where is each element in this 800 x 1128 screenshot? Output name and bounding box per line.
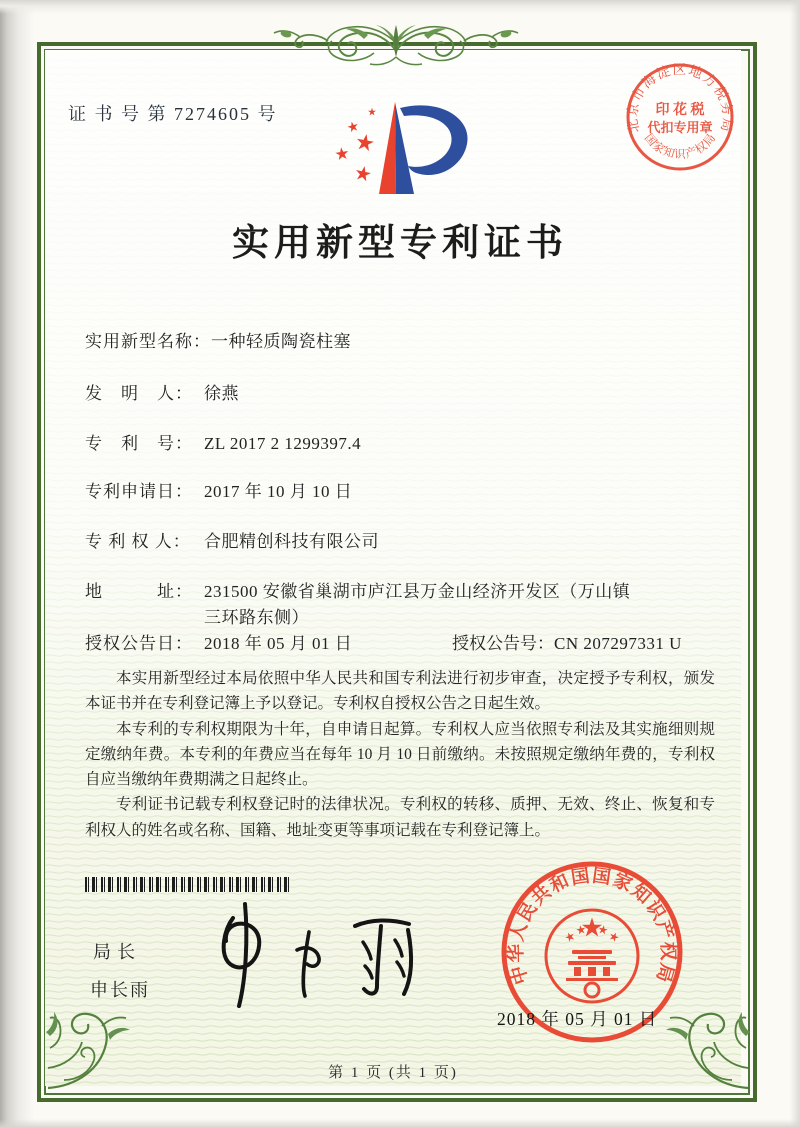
cnipa-logo-icon: [320, 96, 480, 208]
barcode: [85, 877, 290, 892]
tax-seal-line1: 印 花 税: [655, 103, 705, 118]
field-row-invention-name: [85, 329, 715, 355]
scan-shadow-right: [790, 0, 800, 1128]
field-value: 231500 安徽省巢湖市庐江县万金山经济开发区（万山镇三环路东侧）: [204, 582, 631, 627]
field-label: 专 利 权 人：: [85, 532, 191, 551]
field-value: 一种轻质陶瓷柱塞: [211, 332, 351, 351]
certificate-number: 证 书 号 第 7274605 号: [68, 104, 278, 124]
paragraph-3: 专利证书记载专利权登记时的法律状况。专利权的转移、质押、无效、终止、恢复和专利权人的姓名或名称、国籍、地址变更等事项记载在专利登记簿上。: [85, 796, 715, 839]
scan-shadow-left: [0, 0, 34, 1128]
field-label: 地 址：: [85, 582, 193, 601]
grant-number-group: [452, 631, 682, 657]
signature-script: [205, 898, 445, 1013]
signer-name: 申长雨: [90, 980, 150, 1000]
field-label: 专 利 号：: [85, 434, 193, 453]
field-value: ZL 2017 2 1299397.4: [204, 434, 362, 453]
page-footer: 第 1 页 (共 1 页): [328, 1065, 458, 1081]
field-value: 2017 年 10 月 10 日: [204, 482, 353, 501]
signer-title: 局长: [93, 942, 141, 962]
field-row-patentee: [85, 529, 715, 555]
field-label: 实用新型名称：: [85, 332, 211, 351]
legal-text: [85, 666, 715, 843]
field-row-filing-date: [85, 479, 715, 505]
field-row-inventor: [85, 381, 715, 407]
tax-seal-arc-bottom: 国家知识产权局: [641, 131, 719, 162]
svg-text:国家知识产权局: [642, 131, 719, 161]
tax-seal-arc-top: 北京市海淀区地方税务局: [624, 61, 736, 135]
paragraph-2: 本专利的专利权期限为十年，自申请日起算。专利权人应当依照专利法及其实施细则规定缴纳年费。本专利的年费应当在每年 10 月 10 日前缴纳。未按照规定缴纳年费的，专利权自应当缴纳年费期满之日起终止。: [85, 720, 715, 789]
certificate-title: 实用新型专利证书: [232, 223, 568, 264]
top-dragon-ornament: [268, 12, 524, 70]
scan-shadow-bottom: [0, 1119, 800, 1128]
field-row-address: [85, 579, 715, 631]
tax-seal: [615, 52, 745, 182]
grant-number-value: CN 207297331 U: [554, 634, 682, 653]
field-label: 发 明 人：: [85, 384, 193, 403]
field-row-patent-number: [85, 431, 715, 457]
field-value: 合肥精创科技有限公司: [204, 532, 379, 551]
field-row-grant: [85, 631, 715, 657]
field-label: 专利申请日：: [85, 482, 193, 501]
grant-date-value: 2018 年 05 月 01 日: [204, 634, 353, 653]
paragraph-1: 本实用新型经过本局依照中华人民共和国专利法进行初步审查，决定授予专利权，颁发本证书并在专利登记簿上予以登记。专利权自授权公告之日起生效。: [85, 670, 715, 713]
field-value: 徐燕: [204, 384, 239, 403]
field-label: 授权公告日：: [85, 634, 193, 653]
tax-seal-line2: 代扣专用章: [647, 120, 713, 135]
seal-date: 2018 年 05 月 01 日: [497, 1009, 658, 1029]
cnipa-seal-ring-text: 中华人民共和国国家知识产权局: [506, 866, 678, 987]
national-emblem-icon: [546, 910, 638, 1002]
field-label: 授权公告号：: [452, 634, 554, 653]
